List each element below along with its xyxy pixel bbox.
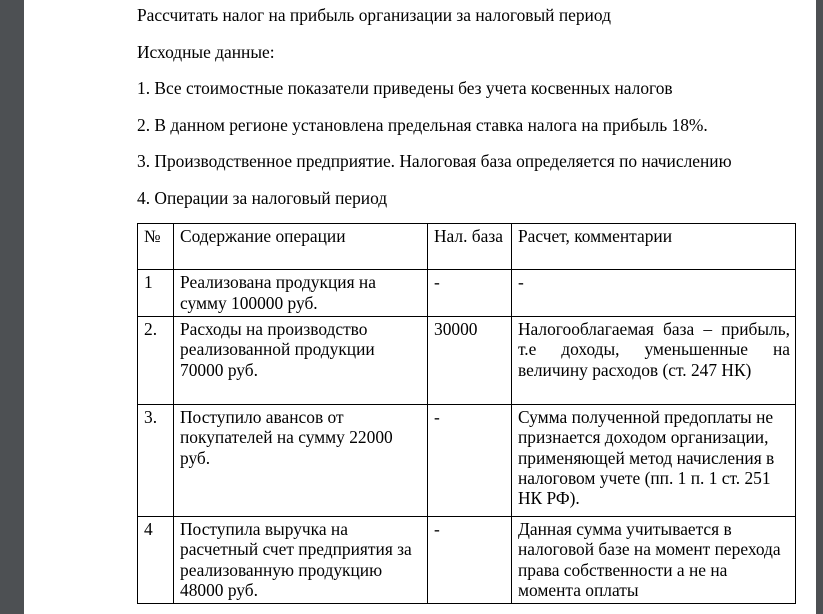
cell-tax-base: -: [428, 516, 512, 603]
cell-tax-base: 30000: [428, 316, 512, 404]
window-chrome-left-band: [0, 0, 24, 614]
window-chrome-right-band: [816, 0, 823, 614]
table-header-row: [138, 224, 796, 270]
condition-item-4: [137, 188, 816, 209]
cell-tax-base: -: [428, 270, 512, 317]
condition-item-4-text: 4. Операции за налоговый период: [137, 187, 388, 208]
condition-item-1-text: 1. Все стоимостные показатели приведены без учета косвенных налогов: [137, 78, 673, 99]
cell-description: Поступила выручка на расчетный счет предприятия за реализованную продукцию 48000 руб.: [174, 516, 428, 603]
cell-number: 4: [138, 516, 174, 603]
cell-description: Реализована продукция на сумму 100000 руб.: [174, 270, 428, 317]
condition-item-1: [137, 78, 816, 99]
cell-number: 3.: [138, 404, 174, 516]
column-header-tax-base: Нал. база: [428, 224, 512, 270]
cell-description: Поступило авансов от покупателей на сумму 22000 руб.: [174, 404, 428, 516]
cell-calculation: Налогооблагаемая база – прибыль, т.е доходы, уменьшенные на величину расходов (ст. 247 НК): [512, 316, 796, 404]
cell-description: Расходы на производство реализованной продукции 70000 руб.: [174, 316, 428, 404]
cell-number: 1: [138, 270, 174, 317]
cell-calculation: Данная сумма учитывается в налоговой базе на момент перехода права собственности а не на момента оплаты: [512, 516, 796, 603]
condition-item-2-text: 2. В данном регионе установлена предельная ставка налога на прибыль 18%.: [137, 114, 708, 135]
document-sheet: [24, 0, 816, 614]
table-row: [138, 316, 796, 404]
document-title-block: [137, 0, 816, 26]
table-row: [138, 516, 796, 603]
column-header-description: Содержание операции: [174, 224, 428, 270]
page-title: Рассчитать налог на прибыль организации за налоговый период: [137, 5, 611, 25]
column-header-number: №: [138, 224, 174, 270]
intro-label-block: [137, 42, 816, 63]
table-row: [138, 404, 796, 516]
table-row: [138, 270, 796, 317]
cell-calculation: Сумма полученной предоплаты не признается доходом организации, применяющей метод начисления в налоговом учете (пп. 1 п. 1 ст. 251 НК РФ).: [512, 404, 796, 516]
cell-number: 2.: [138, 316, 174, 404]
condition-item-3: [137, 151, 816, 172]
cell-calculation: -: [512, 270, 796, 317]
document-content: [24, 0, 816, 604]
intro-label: Исходные данные:: [137, 41, 275, 62]
cell-tax-base: -: [428, 404, 512, 516]
condition-item-2: [137, 115, 816, 136]
operations-table: [137, 223, 796, 604]
condition-item-3-text: 3. Производственное предприятие. Налоговая база определяется по начислению: [137, 151, 732, 172]
column-header-calculation: Расчет, комментарии: [512, 224, 796, 270]
